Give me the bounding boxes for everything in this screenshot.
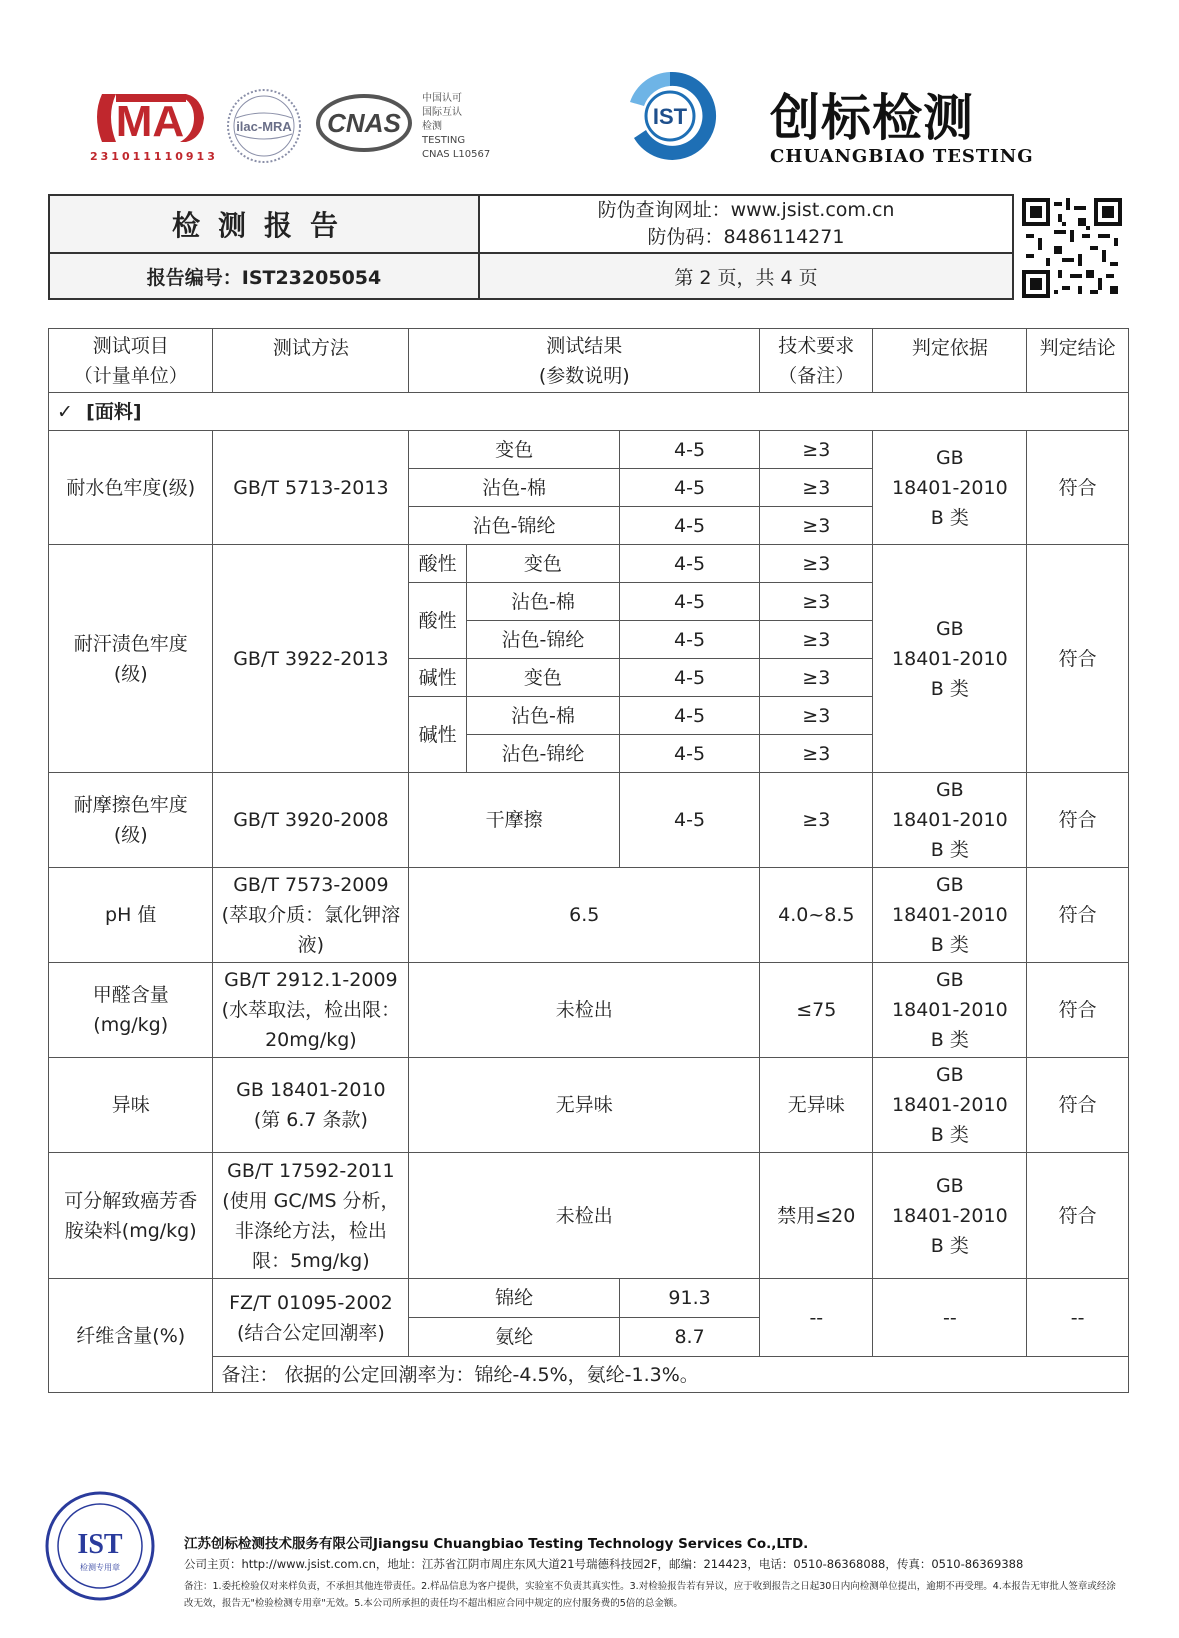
basis-cell: GB 18401-2010 B 类 [873, 868, 1027, 963]
svg-text:ilac-MRA: ilac-MRA [236, 119, 292, 134]
conclusion-cell: 符合 [1027, 963, 1129, 1058]
table-row: 甲醛含量 (mg/kg) GB/T 2912.1-2009 (水萃取法，检出限： 20mg/kg) 未检出 ≤75 GB 18401-2010 B 类 符合 [49, 963, 1129, 1058]
basis-cell: GB 18401-2010 B 类 [873, 545, 1027, 773]
cma-number: 231011110913 [90, 150, 218, 163]
table-row: 酸性 沾色-棉 4-5 ≥3 [49, 583, 1129, 621]
report-title-box [48, 194, 1014, 300]
table-header-row [49, 329, 1129, 393]
header-basis: 判定依据 [873, 329, 1027, 393]
svg-text:检测专用章: 检测专用章 [80, 1563, 120, 1572]
table-row: 耐摩擦色牢度 (级) GB/T 3920-2008 干摩擦 4-5 ≥3 GB 18401-2010 B 类 符合 [49, 773, 1129, 868]
cma-logo [90, 86, 218, 168]
report-number: 报告编号：IST23205054 [50, 254, 480, 298]
section-label: ✓ [面料] [49, 393, 1129, 431]
header-requirement: 技术要求 （备注） [760, 329, 873, 393]
section-row [49, 393, 1129, 431]
conclusion-cell: 符合 [1027, 1153, 1129, 1279]
basis-cell: GB 18401-2010 B 类 [873, 1153, 1027, 1279]
company-seal [44, 1490, 156, 1602]
verify-url: 防伪查询网址：www.jsist.com.cn [597, 199, 895, 221]
check-icon: ✓ [57, 400, 73, 423]
brand-name-cn: 创标检测 [770, 88, 974, 147]
test-results-table [48, 328, 1129, 1393]
table-row: 异味 GB 18401-2010 (第 6.7 条款) 无异味 无异味 GB 18401-2010 B 类 符合 [49, 1058, 1129, 1153]
company-name: 江苏创标检测技术服务有限公司Jiangsu Chuangbiao Testing Technology Services Co.,LTD. [184, 1536, 809, 1552]
cnas-logo [314, 92, 414, 154]
header-method: 测试方法 [213, 329, 409, 393]
page-info: 第 2 页，共 4 页 [480, 254, 1012, 298]
conclusion-cell: 符合 [1027, 1058, 1129, 1153]
conclusion-cell: 符合 [1027, 545, 1129, 773]
header-conclusion: 判定结论 [1027, 329, 1129, 393]
basis-cell: GB 18401-2010 B 类 [873, 1058, 1027, 1153]
qr-code [1022, 198, 1122, 298]
table-row: pH 值 GB/T 7573-2009 (萃取介质：氯化钾溶 液) 6.5 4.0~8.5 GB 18401-2010 B 类 符合 [49, 868, 1129, 963]
table-row: 纤维含量(%) FZ/T 01095-2002 (结合公定回潮率) 锦纶 91.3 -- -- -- [49, 1279, 1129, 1318]
svg-text:MA: MA [115, 97, 185, 146]
verify-code: 防伪码：8486114271 [647, 226, 845, 248]
table-row: 耐汗渍色牢度 (级) GB/T 3922-2013 酸性 变色 4-5 ≥3 GB 18401-2010 B 类 符合 [49, 545, 1129, 583]
table-row: 碱性 沾色-棉 4-5 ≥3 [49, 697, 1129, 735]
header-result: 测试结果 (参数说明) [409, 329, 760, 393]
svg-text:IST: IST [652, 104, 688, 129]
basis-cell: GB 18401-2010 B 类 [873, 773, 1027, 868]
conclusion-cell: 符合 [1027, 868, 1129, 963]
ilac-mra-logo [226, 88, 302, 164]
verification-info [480, 196, 1012, 254]
conclusion-cell: 符合 [1027, 773, 1129, 868]
svg-text:IST: IST [77, 1529, 123, 1560]
table-row: 氨纶 8.7 [49, 1318, 1129, 1357]
cnas-caption: 中国认可 国际互认 检测 TESTING CNAS L10567 [422, 93, 491, 160]
fiber-note: 备注： 依据的公定回潮率为：锦纶-4.5%，氨纶-1.3%。 [213, 1357, 1129, 1393]
table-row: 沾色-锦纶 4-5 ≥3 [49, 507, 1129, 545]
table-row: 可分解致癌芳香 胺染料(mg/kg) GB/T 17592-2011 (使用 GC/MS 分析， 非涤纶方法，检出 限：5mg/kg) 未检出 禁用≤20 GB 18401-2010 B 类 符合 [49, 1153, 1129, 1279]
svg-text:CNAS: CNAS [327, 108, 401, 138]
table-row: 耐水色牢度(级) GB/T 5713-2013 变色 4-5 ≥3 GB 18401-2010 B 类 符合 [49, 431, 1129, 469]
footer-notes: 备注：1.委托检验仅对来样负责，不承担其他连带责任。2.样品信息为客户提供，实验室不负责其真实性。3.对检验报告若有异议，应于收到报告之日起30日内向检测单位提出，逾期不再受理。4.本报告无审批人签章或经涂改无效，报告无"检验检测专用章"无效。5.本公司所承担的责任均不超出相应合同中规定的应付服务费的5倍的总金额。 [184, 1581, 1116, 1609]
table-row: 碱性 变色 4-5 ≥3 [49, 659, 1129, 697]
conclusion-cell: 符合 [1027, 431, 1129, 545]
table-row: 沾色-棉 4-5 ≥3 [49, 469, 1129, 507]
report-title: 检测报告 [50, 196, 480, 254]
table-row: 沾色-锦纶 4-5 ≥3 [49, 621, 1129, 659]
basis-cell: GB 18401-2010 B 类 [873, 431, 1027, 545]
header-item: 测试项目 （计量单位） [49, 329, 213, 393]
table-row: 沾色-锦纶 4-5 ≥3 [49, 735, 1129, 773]
company-contact: 公司主页：http://www.jsist.com.cn，地址：江苏省江阴市周庄东风大道21号瑞德科技园2F，邮编：214423，电话：0510-86368088，传真：0510-86369388 [184, 1557, 1024, 1571]
basis-cell: GB 18401-2010 B 类 [873, 963, 1027, 1058]
ist-logo [622, 68, 718, 164]
brand-name-en: CHUANGBIAO TESTING [770, 146, 1034, 167]
